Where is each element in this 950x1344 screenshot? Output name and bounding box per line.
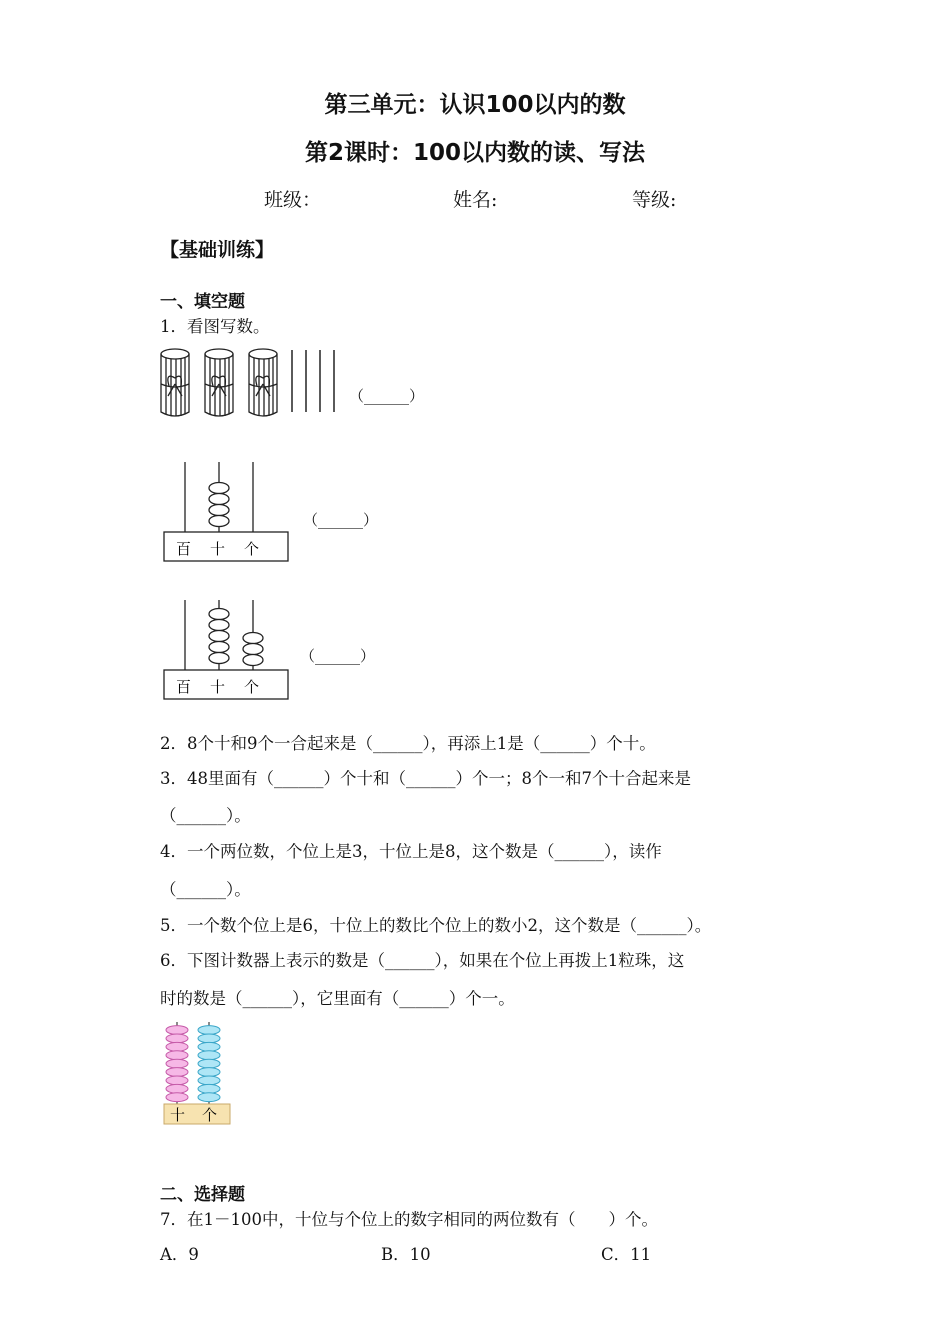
q1-blank-1[interactable]: （______） — [349, 387, 425, 405]
q3-text-line2: （______）。 — [160, 806, 251, 825]
bead — [166, 1093, 188, 1102]
counter-label-tens: 十 — [170, 1106, 186, 1124]
bead — [209, 483, 229, 494]
bead — [166, 1059, 188, 1068]
grade-label: 等级: — [632, 189, 677, 211]
q4-text-line1: 4．一个两位数，个位上是3，十位上是8，这个数是（______），读作 — [160, 842, 662, 861]
q2-text: 2．8个十和9个一合起来是（______），再添上1是（______）个十。 — [160, 734, 656, 753]
bead — [209, 505, 229, 516]
abacus-2 — [160, 596, 295, 702]
page-subtitle: 第2课时：100以内数的读、写法 — [304, 140, 645, 166]
q7-option-a[interactable]: A．9 — [160, 1245, 199, 1264]
q5-text: 5．一个数个位上是6，十位上的数比个位上的数小2，这个数是（______）。 — [160, 916, 712, 935]
label-hundreds: 百 — [176, 678, 192, 696]
bead — [209, 631, 229, 642]
colored-counter — [160, 1020, 235, 1130]
bead — [166, 1076, 188, 1085]
bead — [166, 1084, 188, 1093]
bead — [166, 1042, 188, 1051]
q7-option-b[interactable]: B．10 — [381, 1245, 431, 1264]
label-tens: 十 — [210, 678, 226, 696]
bead — [198, 1034, 220, 1043]
counter-label-ones: 个 — [202, 1106, 218, 1124]
label-tens: 十 — [210, 540, 226, 558]
bead — [209, 620, 229, 631]
bead — [198, 1068, 220, 1077]
q7-text: 7．在1－100中，十位与个位上的数字相同的两位数有（ ）个。 — [160, 1210, 658, 1229]
bead — [198, 1084, 220, 1093]
bundle-1 — [161, 349, 189, 416]
bead — [198, 1076, 220, 1085]
q1-blank-2[interactable]: （______） — [303, 511, 379, 529]
q6-text-line2: 时的数是（______），它里面有（______）个一。 — [160, 989, 515, 1008]
label-ones: 个 — [244, 678, 260, 696]
bead — [198, 1026, 220, 1035]
bundle-2 — [205, 349, 233, 416]
stick-bundles-figure — [155, 346, 355, 424]
q6-text-line1: 6．下图计数器上表示的数是（______），如果在个位上再拨上1粒珠，这 — [160, 951, 685, 970]
bundle-3 — [249, 349, 277, 416]
tens-beads — [209, 609, 229, 664]
q1-text: 1．看图写数。 — [160, 317, 270, 336]
class-label: 班级： — [264, 189, 322, 211]
q3-text-line1: 3．48里面有（______）个十和（______）个一；8个一和7个十合起来是 — [160, 769, 691, 788]
bead — [243, 655, 263, 666]
q4-text-line2: （______）。 — [160, 880, 251, 899]
bead — [166, 1068, 188, 1077]
bead — [209, 609, 229, 620]
label-ones: 个 — [244, 540, 260, 558]
bead — [166, 1026, 188, 1035]
tens-beads — [166, 1026, 188, 1102]
bead — [243, 633, 263, 644]
label-hundreds: 百 — [176, 540, 192, 558]
page-title: 第三单元：认识100以内的数 — [324, 92, 626, 118]
bead — [209, 653, 229, 664]
section1-title: 一、填空题 — [160, 292, 245, 312]
bead — [198, 1042, 220, 1051]
tens-beads — [209, 483, 229, 527]
bead — [209, 642, 229, 653]
bead — [243, 644, 263, 655]
ones-beads — [198, 1026, 220, 1102]
single-sticks — [292, 350, 334, 412]
bead — [209, 516, 229, 527]
q7-option-c[interactable]: C．11 — [601, 1245, 652, 1264]
bead — [198, 1051, 220, 1060]
bead — [198, 1093, 220, 1102]
name-label: 姓名: — [453, 189, 498, 211]
bead — [166, 1034, 188, 1043]
q1-blank-3[interactable]: （______） — [300, 647, 376, 665]
bead — [198, 1059, 220, 1068]
section2-title: 二、选择题 — [160, 1185, 245, 1205]
abacus-1 — [160, 458, 295, 564]
training-label: 【基础训练】 — [160, 239, 275, 261]
bead — [166, 1051, 188, 1060]
bead — [209, 494, 229, 505]
ones-beads — [243, 633, 263, 666]
